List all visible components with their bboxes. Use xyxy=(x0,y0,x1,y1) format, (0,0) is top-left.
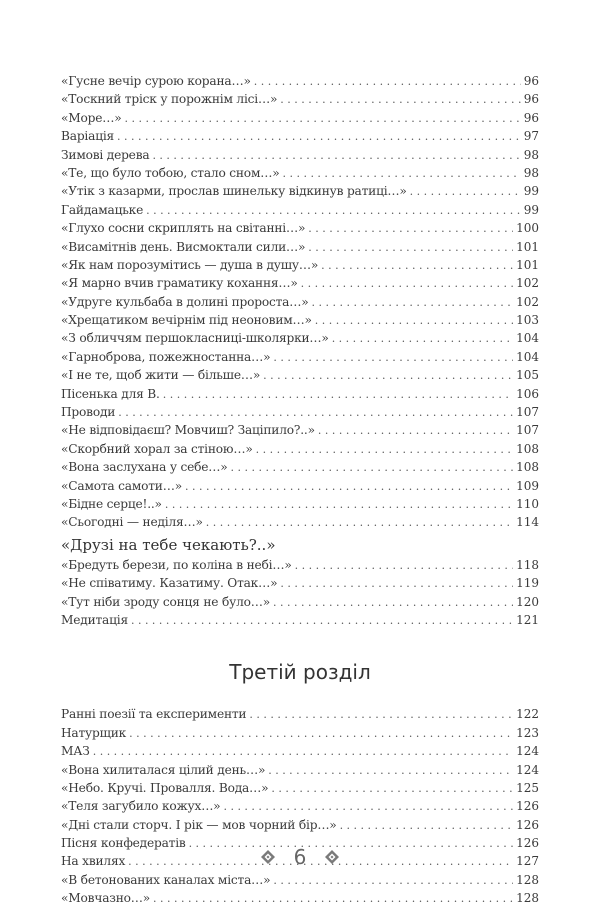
dot-leader xyxy=(318,422,513,440)
toc-entry xyxy=(61,816,539,834)
toc-entry xyxy=(61,201,539,219)
page-number: 6 xyxy=(293,845,307,869)
toc-entry-page: 96 xyxy=(523,74,539,88)
toc-entry-page: 127 xyxy=(516,854,539,869)
toc-entry xyxy=(61,458,539,476)
toc-entry xyxy=(61,724,539,742)
dot-leader xyxy=(118,404,513,422)
toc-entry-title: Варіація xyxy=(61,129,115,144)
dot-leader xyxy=(185,478,513,496)
toc-entry-title: МАЗ xyxy=(61,744,90,759)
toc-entry-page: 107 xyxy=(516,405,539,420)
toc-entry-title: «Висамітнів день. Висмоктали сили…» xyxy=(61,239,306,254)
toc-entry xyxy=(61,421,539,439)
toc-entry-page: 125 xyxy=(516,780,539,795)
toc-entry-page: 104 xyxy=(516,331,539,346)
dot-leader xyxy=(280,575,513,593)
toc-entry-title: «Вона заслухана у себе…» xyxy=(61,460,228,475)
toc-entry-title: «Гарноброва, пожежностанна…» xyxy=(61,349,271,364)
toc-entry-page: 120 xyxy=(516,594,539,609)
toc-entry-page: 106 xyxy=(516,386,539,401)
toc-entry xyxy=(61,182,539,200)
toc-entry-title: Зимові дерева xyxy=(61,147,150,162)
toc-entry xyxy=(61,256,539,274)
toc-entry-title: «Бідне серце!..» xyxy=(61,496,162,511)
toc-entry-title: «Бредуть берези, по коліна в небі…» xyxy=(61,557,292,572)
toc-entry-page: 99 xyxy=(523,184,539,199)
dot-leader xyxy=(301,275,513,293)
dot-leader xyxy=(153,890,513,908)
toc-entry-title: «Хрещатиком вечірнім під неоновим…» xyxy=(61,313,312,328)
toc-entry-page: 126 xyxy=(516,799,539,814)
toc-entry-title: Гайдамацьке xyxy=(61,202,144,217)
toc-entry-title: «Мовчазно…» xyxy=(61,891,151,906)
dot-leader xyxy=(256,441,514,459)
toc-entry-page: 128 xyxy=(516,891,539,906)
toc-entry-title: «Глухо сосни скриплять на світанні…» xyxy=(61,221,306,236)
toc-entry xyxy=(61,779,539,797)
toc-entry xyxy=(61,90,539,108)
toc-entry-title: На хвилях xyxy=(61,854,126,869)
toc-entry xyxy=(61,742,539,760)
dot-leader xyxy=(165,496,513,514)
toc-entry-title: «Гусне вечір сурою корана…» xyxy=(61,74,251,88)
toc-entry-title: «Море…» xyxy=(61,110,122,125)
table-of-contents xyxy=(61,72,539,908)
toc-entry xyxy=(61,440,539,458)
toc-entry xyxy=(61,329,539,347)
dot-leader xyxy=(271,780,513,798)
toc-entry-page: 101 xyxy=(516,239,539,254)
toc-entry xyxy=(61,127,539,145)
toc-entry xyxy=(61,705,539,723)
toc-entry-title: «Теля загубило кожух…» xyxy=(61,799,221,814)
toc-entry-page: 97 xyxy=(523,129,539,144)
toc-entry-page: 123 xyxy=(516,725,539,740)
toc-entry xyxy=(61,513,539,531)
toc-entry xyxy=(61,611,539,629)
toc-list-subsection xyxy=(61,556,539,630)
toc-entry-title: «Вона хилиталася цілий день…» xyxy=(61,762,266,777)
dot-leader xyxy=(410,183,521,201)
toc-entry xyxy=(61,797,539,815)
dot-leader xyxy=(332,330,513,348)
toc-entry-page: 124 xyxy=(516,762,539,777)
dot-leader xyxy=(321,257,513,275)
dot-leader xyxy=(231,459,514,477)
toc-entry-title: «Тоскний тріск у порожнім лісі…» xyxy=(61,92,278,107)
toc-entry xyxy=(61,238,539,256)
dot-leader xyxy=(308,239,513,257)
dot-leader xyxy=(125,110,521,128)
toc-entry xyxy=(61,761,539,779)
dot-leader xyxy=(249,706,513,724)
dot-leader xyxy=(340,817,514,835)
toc-entry xyxy=(61,146,539,164)
toc-list-part1 xyxy=(61,72,539,532)
toc-entry-title: «Скорбний хорал за стіною…» xyxy=(61,441,253,456)
toc-entry-page: 99 xyxy=(523,202,539,217)
toc-entry-title: «Тут ніби зроду сонця не було…» xyxy=(61,594,270,609)
toc-entry-page: 118 xyxy=(516,557,539,572)
toc-entry-title: Проводи xyxy=(61,405,116,420)
diamond-ornament-icon xyxy=(324,849,340,865)
toc-entry-page: 107 xyxy=(516,423,539,438)
diamond-ornament-icon xyxy=(260,849,276,865)
dot-leader xyxy=(129,725,513,743)
toc-entry-title: Пісенька для В. xyxy=(61,386,160,401)
toc-entry xyxy=(61,311,539,329)
dot-leader xyxy=(273,872,513,890)
toc-entry-title: «Я марно вчив граматику кохання…» xyxy=(61,276,298,291)
toc-entry-title: «Самота самоти…» xyxy=(61,478,182,493)
toc-entry-title: «Небо. Кручі. Провалля. Вода…» xyxy=(61,780,269,795)
toc-entry-title: Натурщик xyxy=(61,725,127,740)
toc-entry xyxy=(61,293,539,311)
dot-leader xyxy=(268,762,513,780)
toc-entry-page: 126 xyxy=(516,836,539,851)
toc-entry-page: 124 xyxy=(516,744,539,759)
toc-entry-page: 98 xyxy=(523,147,539,162)
toc-entry xyxy=(61,385,539,403)
toc-entry-page: 105 xyxy=(516,368,539,383)
toc-entry-page: 114 xyxy=(516,515,539,530)
dot-leader xyxy=(273,349,513,367)
toc-entry-page: 98 xyxy=(523,165,539,180)
toc-entry-title: «Не відповідаєш? Мовчиш? Заціпило?..» xyxy=(61,423,315,438)
toc-entry-title: «Як нам порозумітись — душа в душу…» xyxy=(61,257,319,272)
dot-leader xyxy=(295,557,514,575)
toc-list-section3 xyxy=(61,705,539,907)
toc-entry-title: «Те, що було тобою, стало сном…» xyxy=(61,165,280,180)
toc-entry-page: 119 xyxy=(516,576,539,591)
dot-leader xyxy=(152,147,520,165)
toc-entry xyxy=(61,593,539,611)
dot-leader xyxy=(315,312,513,330)
toc-entry xyxy=(61,348,539,366)
dot-leader xyxy=(308,220,513,238)
toc-entry-title: «З обличчям першокласниці-школярки…» xyxy=(61,331,329,346)
toc-entry xyxy=(61,403,539,421)
toc-entry-page: 100 xyxy=(516,221,539,236)
subsection-title: «Друзі на тебе чекають?..» xyxy=(61,535,276,554)
dot-leader xyxy=(263,367,513,385)
toc-entry-page: 102 xyxy=(516,276,539,291)
toc-entry-page: 121 xyxy=(516,612,539,627)
toc-entry-page: 104 xyxy=(516,349,539,364)
toc-entry xyxy=(61,274,539,292)
toc-entry xyxy=(61,495,539,513)
toc-entry-page: 96 xyxy=(523,92,539,107)
section-heading: Третій розділ xyxy=(229,660,371,685)
toc-entry-title: «Удруге кульбаба в долині пророста…» xyxy=(61,294,309,309)
toc-entry-page: 122 xyxy=(516,707,539,722)
dot-leader xyxy=(93,743,513,761)
toc-entry-page: 101 xyxy=(516,257,539,272)
toc-entry-page: 109 xyxy=(516,478,539,493)
dot-leader xyxy=(131,612,513,630)
toc-entry xyxy=(61,574,539,592)
toc-entry xyxy=(61,109,539,127)
toc-entry-page: 96 xyxy=(523,110,539,125)
toc-entry xyxy=(61,219,539,237)
toc-entry-title: «Сьогодні — неділя…» xyxy=(61,515,203,530)
toc-entry xyxy=(61,72,539,90)
toc-entry-title: «В бетонованих каналах міста…» xyxy=(61,872,271,887)
toc-entry xyxy=(61,477,539,495)
dot-leader xyxy=(223,798,513,816)
dot-leader xyxy=(273,594,513,612)
dot-leader xyxy=(206,514,513,532)
dot-leader xyxy=(117,128,521,146)
toc-entry-title: Медитація xyxy=(61,612,128,627)
toc-entry-page: 110 xyxy=(516,496,539,511)
toc-entry xyxy=(61,164,539,182)
dot-leader xyxy=(311,294,513,312)
toc-entry-page: 108 xyxy=(516,460,539,475)
toc-entry-page: 103 xyxy=(516,313,539,328)
toc-entry-title: «Утік з казарми, прослав шинельку відкинув ратиці…» xyxy=(61,184,407,199)
toc-entry-title: «Не співатиму. Казатиму. Отак…» xyxy=(61,576,278,591)
toc-entry-title: «І не те, щоб жити — більше…» xyxy=(61,368,261,383)
toc-entry-title: «Дні стали сторч. І рік — мов чорний бір…» xyxy=(61,817,337,832)
dot-leader xyxy=(282,165,520,183)
toc-entry-page: 102 xyxy=(516,294,539,309)
dot-leader xyxy=(254,73,521,91)
toc-entry-title: Пісня конфедератів xyxy=(61,836,186,851)
dot-leader xyxy=(163,386,513,404)
toc-entry-page: 128 xyxy=(516,872,539,887)
toc-entry xyxy=(61,871,539,889)
toc-entry-title: Ранні поезії та експерименти xyxy=(61,707,247,722)
toc-entry-page: 126 xyxy=(516,817,539,832)
toc-entry xyxy=(61,366,539,384)
dot-leader xyxy=(280,91,521,109)
page-footer xyxy=(0,845,600,869)
dot-leader xyxy=(146,202,521,220)
toc-entry-page: 108 xyxy=(516,441,539,456)
toc-entry xyxy=(61,556,539,574)
